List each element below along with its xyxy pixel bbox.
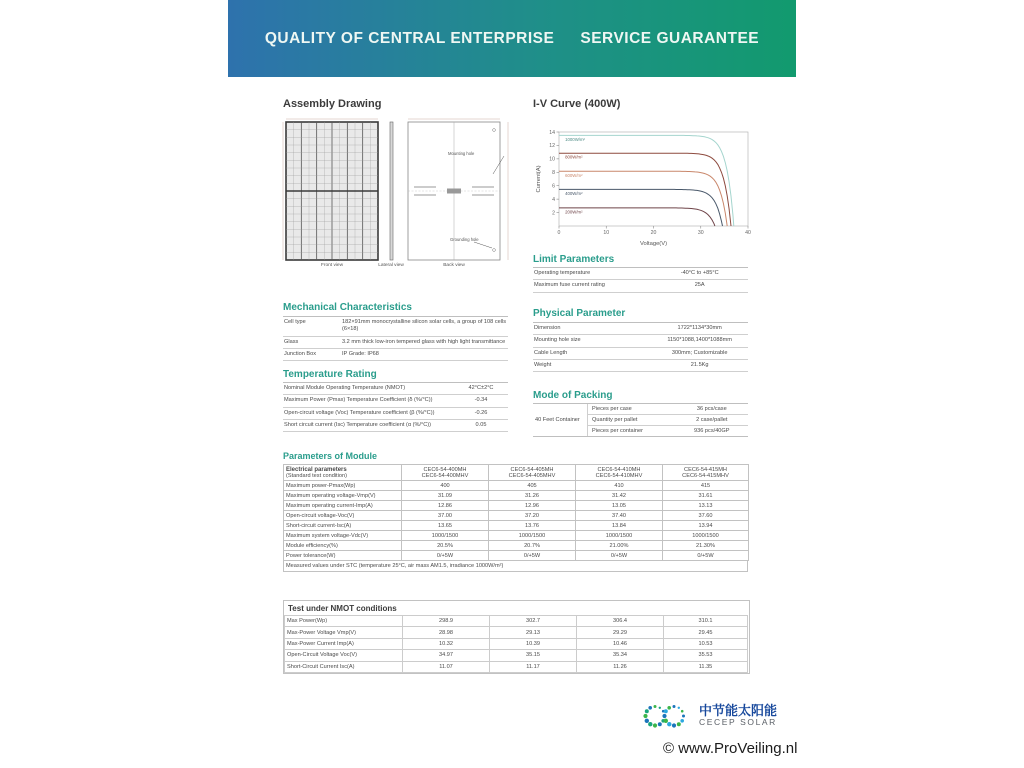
table-row: Open-circuit voltage (Voc) Temperature coefficient (β (%/°C)) -0.26 <box>283 408 508 420</box>
table-row: Short-circuit current-Isc(A) 13.65 13.76 13.84 13.94 <box>284 521 749 531</box>
table-row: Max Power(Wp) 298.9 302.7 306.4 310.1 <box>285 616 748 627</box>
mechanical-title: Mechanical Characteristics <box>283 302 412 313</box>
mode-of-packing-table <box>533 403 748 437</box>
svg-text:600W/m²: 600W/m² <box>565 172 583 178</box>
table-row: Open-Circuit Voltage Voc(V) 34.97 35.15 35.34 35.53 <box>285 650 748 661</box>
table-header-row: Electrical parameters (Standard test condition) CEC6-54-400MH CEC6-54-400MHV CEC6-54-405MH CEC6-54-405MHV CEC6-54-410MH CEC6-54-410MHV CEC6-54-415MH CEC6-54-415MHV <box>284 465 749 481</box>
stc-note: Measured values under STC (temperature 25°C, air mass AM1.5, irradiance 1000W/m²) <box>283 561 748 572</box>
table-row: Pieces per container 936 pcs/40GP <box>592 428 730 434</box>
banner <box>228 0 796 77</box>
banner-title-left: QUALITY OF CENTRAL ENTERPRISE <box>264 29 555 47</box>
svg-text:Current(A): Current(A) <box>536 165 542 193</box>
svg-text:Voltage(V): Voltage(V) <box>639 241 668 247</box>
table-row: Mounting hole size 1150*1088,1400*1088mm <box>533 335 748 347</box>
limit-parameters-table <box>533 267 748 293</box>
svg-text:400W/m²: 400W/m² <box>565 190 583 196</box>
table-row: Open-circuit voltage-Voc(V) 37.00 37.20 37.40 37.60 <box>284 511 749 521</box>
iv-curve-chart <box>533 124 758 250</box>
table-row: Maximum operating voltage-Vmp(V) 31.09 31.26 31.42 31.61 <box>284 491 749 501</box>
table-row: Nominal Module Operating Temperature (NMOT) 42°C±2°C <box>283 383 508 395</box>
mechanical-table <box>283 316 508 361</box>
svg-text:6: 6 <box>552 183 555 190</box>
mode-of-packing-title: Mode of Packing <box>533 390 613 401</box>
table-row: Short circuit current (Isc) Temperature coefficient (α (%/°C)) 0.05 <box>283 420 508 432</box>
physical-parameter-title: Physical Parameter <box>533 308 626 319</box>
svg-text:10: 10 <box>549 156 555 163</box>
table-row: Maximum system voltage-Vdc(V) 1000/1500 1000/1500 1000/1500 1000/1500 <box>284 531 749 541</box>
table-row: Operating temperature -40°C to +85°C <box>533 268 748 280</box>
table-row: Maximum fuse current rating 25A <box>533 280 748 292</box>
table-row: Power tolerance(W) 0/+5W 0/+5W 0/+5W 0/+5W <box>284 551 749 561</box>
svg-text:4: 4 <box>552 196 555 203</box>
svg-text:0: 0 <box>557 230 561 236</box>
parameters-of-module-table <box>283 464 748 572</box>
nmot-conditions-box <box>283 600 750 674</box>
parameters-of-module-title: Parameters of Module <box>283 451 378 461</box>
logo-text-english: CECEP SOLAR <box>699 717 777 728</box>
svg-text:2: 2 <box>552 210 555 217</box>
table-row: Max-Power Voltage Vmp(V) 28.98 29.13 29.29 29.45 <box>285 627 748 638</box>
svg-text:800W/m²: 800W/m² <box>565 154 583 160</box>
svg-text:200W/m²: 200W/m² <box>565 209 583 215</box>
svg-text:Back view: Back view <box>443 263 465 268</box>
svg-text:14: 14 <box>549 129 555 136</box>
cecep-logo-icon <box>641 699 693 733</box>
table-row: Junction Box IP Grade: IP68 <box>283 349 508 361</box>
iv-curve-title: I-V Curve (400W) <box>533 98 621 110</box>
svg-text:12: 12 <box>549 143 555 150</box>
limit-parameters-title: Limit Parameters <box>533 254 615 265</box>
table-row: Cable Length 300mm; Customizable <box>533 348 748 360</box>
table-row: Maximum Power (Pmax) Temperature Coefficient (δ (%/°C)) -0.34 <box>283 395 508 407</box>
table-row: Cell type 182×91mm monocrystalline silicon solar cells, a group of 108 cells (6×18) <box>283 317 508 337</box>
watermark-text: © www.ProVeiling.nl <box>663 740 798 757</box>
banner-title-right: SERVICE GUARANTEE <box>580 29 760 47</box>
svg-text:Lateral view: Lateral view <box>378 263 404 268</box>
svg-text:Mounting hole: Mounting hole <box>448 151 475 156</box>
table-row: Maximum power-Pmax(Wp) 400 405 410 415 <box>284 481 749 491</box>
nmot-title: Test under NMOT conditions <box>288 604 397 613</box>
temperature-rating-table <box>283 382 508 432</box>
svg-text:20: 20 <box>650 230 657 236</box>
table-row: Quantity per pallet 2 case/pallet <box>588 415 748 426</box>
table-row: Module efficiency(%) 20.5% 20.7% 21.00% 21.30% <box>284 541 749 551</box>
svg-text:1000W/m²: 1000W/m² <box>565 136 585 142</box>
table-row: Glass 3.2 mm thick low-iron tempered glass with high light transmittance <box>283 337 508 349</box>
table-row: Maximum operating current-Imp(A) 12.86 12.96 13.05 13.13 <box>284 501 749 511</box>
assembly-drawing-title: Assembly Drawing <box>283 98 382 110</box>
company-logo <box>641 699 777 733</box>
svg-text:8: 8 <box>552 170 555 177</box>
table-row: Dimension 1722*1134*30mm <box>533 323 748 335</box>
svg-text:10: 10 <box>603 230 610 236</box>
assembly-drawing <box>278 116 513 268</box>
svg-text:40: 40 <box>745 230 751 236</box>
svg-text:30: 30 <box>697 230 704 236</box>
table-row: Short-Circuit Current Isc(A) 11.07 11.17 11.26 11.35 <box>285 661 748 672</box>
table-row: Max-Power Current Imp(A) 10.32 10.39 10.46 10.53 <box>285 638 748 649</box>
table-row: Weight 21.5Kg <box>533 360 748 372</box>
logo-text-chinese: 中节能太阳能 <box>699 703 778 719</box>
table-row: Pieces per case 36 pcs/case <box>588 404 748 415</box>
temperature-rating-title: Temperature Rating <box>283 369 377 380</box>
svg-text:Front view: Front view <box>320 263 344 268</box>
packing-group-label: 40 Feet Container <box>533 404 588 436</box>
svg-text:Grounding hole: Grounding hole <box>450 237 479 242</box>
physical-parameter-table <box>533 322 748 372</box>
